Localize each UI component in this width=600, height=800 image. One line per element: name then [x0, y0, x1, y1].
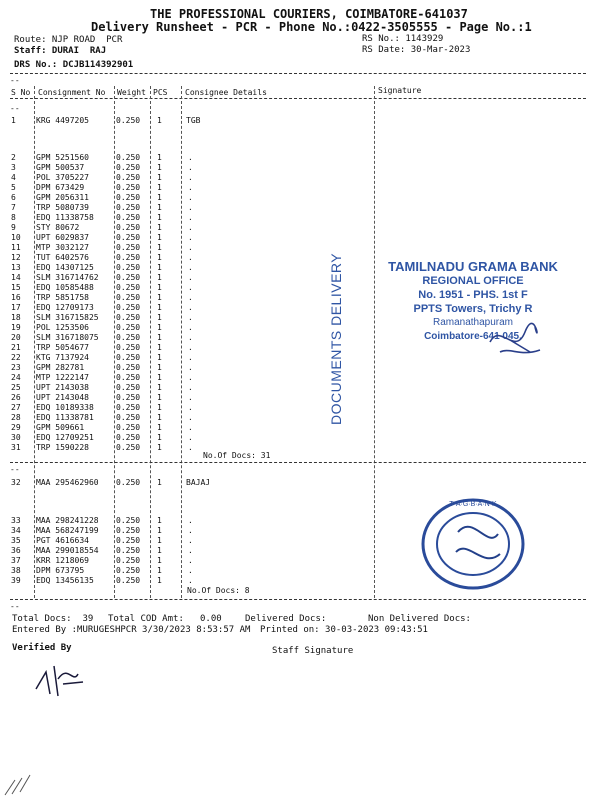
- row-consignment: EDQ 11338781: [36, 413, 94, 422]
- row-weight: 0.250: [116, 253, 141, 262]
- row-pcs: 1: [157, 413, 162, 422]
- row-sno: 29: [11, 423, 21, 432]
- row-consignment: SLM 316714762: [36, 273, 99, 282]
- row-pcs: 1: [157, 546, 162, 555]
- margin-annotation: [0, 760, 40, 800]
- company-title: THE PROFESSIONAL COURIERS, COIMBATORE-641037: [150, 7, 468, 21]
- documents-delivery-stamp: DOCUMENTS DELIVERY: [328, 252, 344, 425]
- row-sno: 26: [11, 393, 21, 402]
- row-consignment: MAA 299018554: [36, 546, 99, 555]
- row-weight: 0.250: [116, 516, 141, 525]
- row-pcs: 1: [157, 433, 162, 442]
- row-pcs: 1: [157, 383, 162, 392]
- row-consignee: .: [188, 443, 193, 452]
- group1-doc-count: No.Of Docs: 31: [203, 451, 271, 460]
- row-sno: 21: [11, 343, 21, 352]
- header-divider: [10, 73, 586, 74]
- row-consignee: .: [188, 413, 193, 422]
- row-consignment: KRG 4497205: [36, 116, 89, 125]
- col-separator: [150, 86, 151, 598]
- row-sno: 10: [11, 233, 21, 242]
- row-sno: 19: [11, 323, 21, 332]
- row-sno: 13: [11, 263, 21, 272]
- row-sno: 36: [11, 546, 21, 555]
- row-sno: 2: [11, 153, 16, 162]
- runsheet-title: Delivery Runsheet - PCR - Phone No.:0422-3505555 - Page No.:1: [91, 20, 532, 34]
- row-sno: 5: [11, 183, 16, 192]
- row-sno: 23: [11, 363, 21, 372]
- row-consignment: EDQ 12709251: [36, 433, 94, 442]
- col-pcs: PCS: [153, 88, 168, 97]
- row-consignment: EDQ 14307125: [36, 263, 94, 272]
- total-docs: Total Docs: 39: [12, 614, 94, 624]
- row-consignment: TRP 5851758: [36, 293, 89, 302]
- row-weight: 0.250: [116, 173, 141, 182]
- row-weight: 0.250: [116, 413, 141, 422]
- row-weight: 0.250: [116, 163, 141, 172]
- delivered-docs: Delivered Docs:: [245, 614, 327, 624]
- row-consignment: SLM 316718075: [36, 333, 99, 342]
- dash-mark: --: [10, 104, 20, 113]
- row-consignee: .: [188, 223, 193, 232]
- row-consignment: EDQ 12709173: [36, 303, 94, 312]
- row-pcs: 1: [157, 223, 162, 232]
- row-sno: 31: [11, 443, 21, 452]
- row-weight: 0.250: [116, 556, 141, 565]
- row-sno: 16: [11, 293, 21, 302]
- row-sno: 7: [11, 203, 16, 212]
- row-weight: 0.250: [116, 273, 141, 282]
- row-weight: 0.250: [116, 213, 141, 222]
- row-sno: 18: [11, 313, 21, 322]
- non-delivered-docs: Non Delivered Docs:: [368, 614, 471, 624]
- row-consignment: GPM 509661: [36, 423, 85, 432]
- row-weight: 0.250: [116, 233, 141, 242]
- row-consignee: .: [188, 383, 193, 392]
- row-pcs: 1: [157, 273, 162, 282]
- row-consignee: .: [188, 373, 193, 382]
- row-consignment: POL 3705227: [36, 173, 89, 182]
- stamp-line: Ramanathapuram: [432, 317, 514, 328]
- row-consignment: MAA 295462960: [36, 478, 99, 487]
- rs-date: RS Date: 30-Mar-2023: [362, 45, 471, 55]
- row-consignment: MTP 3032127: [36, 243, 89, 252]
- printed-on: Printed on: 30-03-2023 09:43:51: [260, 625, 428, 635]
- row-pcs: 1: [157, 183, 162, 192]
- row-consignee: .: [188, 363, 193, 372]
- row-sno: 32: [11, 478, 21, 487]
- col-separator: [114, 86, 115, 598]
- row-sno: 9: [11, 223, 16, 232]
- row-consignee: .: [188, 203, 193, 212]
- row-sno: 35: [11, 536, 21, 545]
- row-pcs: 1: [157, 353, 162, 362]
- row-consignment: TRP 5080739: [36, 203, 89, 212]
- row-sno: 37: [11, 556, 21, 565]
- row-pcs: 1: [157, 343, 162, 352]
- row-weight: 0.250: [116, 443, 141, 452]
- row-pcs: 1: [157, 193, 162, 202]
- row-sno: 38: [11, 566, 21, 575]
- dash-mark: --: [10, 465, 20, 474]
- row-sno: 25: [11, 383, 21, 392]
- row-sno: 34: [11, 526, 21, 535]
- row-pcs: 1: [157, 566, 162, 575]
- row-consignee: .: [188, 576, 193, 585]
- row-pcs: 1: [157, 303, 162, 312]
- row-weight: 0.250: [116, 333, 141, 342]
- row-sno: 28: [11, 413, 21, 422]
- row-pcs: 1: [157, 333, 162, 342]
- row-consignee: TGB: [186, 116, 201, 125]
- row-weight: 0.250: [116, 293, 141, 302]
- row-consignee: .: [188, 516, 193, 525]
- row-weight: 0.250: [116, 183, 141, 192]
- row-weight: 0.250: [116, 478, 141, 487]
- verified-by-label: Verified By: [12, 643, 72, 653]
- row-pcs: 1: [157, 233, 162, 242]
- row-weight: 0.250: [116, 263, 141, 272]
- row-sno: 4: [11, 173, 16, 182]
- row-weight: 0.250: [116, 203, 141, 212]
- row-weight: 0.250: [116, 383, 141, 392]
- row-consignment: GPM 282781: [36, 363, 85, 372]
- svg-text:T·A·G·B·A·N·K: T·A·G·B·A·N·K: [449, 501, 497, 508]
- row-pcs: 1: [157, 576, 162, 585]
- row-weight: 0.250: [116, 373, 141, 382]
- row-weight: 0.250: [116, 303, 141, 312]
- row-pcs: 1: [157, 536, 162, 545]
- entered-by: Entered By :MURUGESHPCR 3/30/2023 8:53:57 AM: [12, 625, 251, 635]
- row-sno: 8: [11, 213, 16, 222]
- row-weight: 0.250: [116, 433, 141, 442]
- col-consignee: Consignee Details: [185, 88, 267, 97]
- col-consignment: Consignment No: [38, 88, 106, 97]
- row-consignee: .: [188, 313, 193, 322]
- row-consignee: .: [188, 333, 193, 342]
- row-consignment: UPT 2143038: [36, 383, 89, 392]
- rs-number: RS No.: 1143929: [362, 34, 444, 44]
- row-consignee: .: [188, 233, 193, 242]
- row-consignee: .: [188, 163, 193, 172]
- row-consignment: DPM 673795: [36, 566, 85, 575]
- row-pcs: 1: [157, 403, 162, 412]
- row-sno: 3: [11, 163, 16, 172]
- row-consignee: .: [188, 153, 193, 162]
- row-pcs: 1: [157, 213, 162, 222]
- row-pcs: 1: [157, 293, 162, 302]
- row-consignee: .: [188, 283, 193, 292]
- dash-mark: --: [10, 602, 20, 611]
- row-consignee: .: [188, 433, 193, 442]
- row-pcs: 1: [157, 556, 162, 565]
- row-consignee: .: [188, 556, 193, 565]
- group1-divider: [10, 462, 586, 463]
- row-consignee: .: [188, 423, 193, 432]
- row-consignee: .: [188, 273, 193, 282]
- row-consignee: .: [188, 293, 193, 302]
- row-consignee: .: [188, 303, 193, 312]
- row-sno: 30: [11, 433, 21, 442]
- row-weight: 0.250: [116, 116, 141, 125]
- row-pcs: 1: [157, 323, 162, 332]
- col-separator: [34, 86, 35, 598]
- row-consignment: TRP 1590228: [36, 443, 89, 452]
- row-sno: 17: [11, 303, 21, 312]
- row-weight: 0.250: [116, 566, 141, 575]
- table-header-divider: [10, 98, 586, 99]
- row-pcs: 1: [157, 263, 162, 272]
- row-pcs: 1: [157, 516, 162, 525]
- row-consignment: MTP 1222147: [36, 373, 89, 382]
- row-consignment: EDQ 13456135: [36, 576, 94, 585]
- row-pcs: 1: [157, 393, 162, 402]
- row-pcs: 1: [157, 163, 162, 172]
- row-pcs: 1: [157, 203, 162, 212]
- signature-scribble: [480, 312, 550, 362]
- stamp-line: No. 1951 - PHS. 1st F: [418, 289, 528, 301]
- row-pcs: 1: [157, 373, 162, 382]
- row-consignment: GPM 2056311: [36, 193, 89, 202]
- staff-signature-label: Staff Signature: [272, 646, 354, 656]
- row-consignee: .: [188, 243, 193, 252]
- row-consignment: GPM 500537: [36, 163, 85, 172]
- row-consignee: BAJAJ: [186, 478, 211, 487]
- row-weight: 0.250: [116, 423, 141, 432]
- row-consignee: .: [188, 343, 193, 352]
- row-consignment: EDQ 10585488: [36, 283, 94, 292]
- row-consignment: STY 80672: [36, 223, 80, 232]
- total-cod-label: Total COD Amt:: [108, 614, 184, 624]
- dash-mark: --: [10, 76, 20, 85]
- row-consignee: .: [188, 183, 193, 192]
- row-consignment: GPM 5251560: [36, 153, 89, 162]
- row-pcs: 1: [157, 423, 162, 432]
- row-sno: 1: [11, 116, 16, 125]
- row-sno: 15: [11, 283, 21, 292]
- row-consignee: .: [188, 253, 193, 262]
- row-sno: 11: [11, 243, 21, 252]
- row-pcs: 1: [157, 443, 162, 452]
- row-consignment: EDQ 10189338: [36, 403, 94, 412]
- row-consignee: .: [188, 263, 193, 272]
- row-pcs: 1: [157, 478, 162, 487]
- round-seal-stamp: [418, 494, 528, 594]
- row-consignee: .: [188, 323, 193, 332]
- row-consignment: PGT 4616634: [36, 536, 89, 545]
- row-pcs: 1: [157, 313, 162, 322]
- row-pcs: 1: [157, 173, 162, 182]
- row-weight: 0.250: [116, 193, 141, 202]
- row-weight: 0.250: [116, 576, 141, 585]
- stamp-line: REGIONAL OFFICE: [422, 275, 524, 287]
- row-pcs: 1: [157, 283, 162, 292]
- row-consignment: MAA 298241228: [36, 516, 99, 525]
- row-weight: 0.250: [116, 363, 141, 372]
- route-label: Route: NJP ROAD PCR: [14, 35, 123, 45]
- row-weight: 0.250: [116, 323, 141, 332]
- row-consignment: SLM 316715825: [36, 313, 99, 322]
- row-weight: 0.250: [116, 243, 141, 252]
- row-consignee: .: [188, 193, 193, 202]
- row-pcs: 1: [157, 153, 162, 162]
- row-sno: 24: [11, 373, 21, 382]
- col-sno: S No: [11, 88, 31, 97]
- row-weight: 0.250: [116, 223, 141, 232]
- row-consignee: .: [188, 526, 193, 535]
- row-weight: 0.250: [116, 153, 141, 162]
- row-consignment: MAA 568247199: [36, 526, 99, 535]
- row-consignee: .: [188, 393, 193, 402]
- row-pcs: 1: [157, 526, 162, 535]
- row-sno: 6: [11, 193, 16, 202]
- stamp-line: PPTS Towers, Trichy R: [413, 303, 533, 315]
- row-sno: 39: [11, 576, 21, 585]
- row-pcs: 1: [157, 253, 162, 262]
- row-sno: 14: [11, 273, 21, 282]
- row-consignment: TRP 5054677: [36, 343, 89, 352]
- row-consignment: POL 1253506: [36, 323, 89, 332]
- row-pcs: 1: [157, 116, 162, 125]
- row-weight: 0.250: [116, 546, 141, 555]
- row-weight: 0.250: [116, 313, 141, 322]
- row-consignment: KRR 1218069: [36, 556, 89, 565]
- row-sno: 27: [11, 403, 21, 412]
- row-weight: 0.250: [116, 343, 141, 352]
- total-cod-value: 0.00: [200, 614, 222, 624]
- group2-doc-count: No.Of Docs: 8: [187, 586, 250, 595]
- row-pcs: 1: [157, 363, 162, 372]
- row-consignee: .: [188, 566, 193, 575]
- stamp-line: TAMILNADU GRAMA BANK: [388, 259, 558, 274]
- row-consignment: DPM 673429: [36, 183, 85, 192]
- row-consignee: .: [188, 213, 193, 222]
- row-weight: 0.250: [116, 393, 141, 402]
- row-consignment: TUT 6402576: [36, 253, 89, 262]
- row-sno: 33: [11, 516, 21, 525]
- row-consignee: .: [188, 403, 193, 412]
- row-weight: 0.250: [116, 526, 141, 535]
- staff-label: Staff: DURAI RAJ: [14, 46, 107, 56]
- stamp-line: Coimbatore-641 045.: [424, 331, 522, 342]
- col-separator: [181, 86, 182, 598]
- row-sno: 20: [11, 333, 21, 342]
- drs-number: DRS No.: DCJB114392901: [14, 60, 134, 70]
- row-consignee: .: [188, 546, 193, 555]
- row-consignee: .: [188, 353, 193, 362]
- row-consignment: EDQ 11338758: [36, 213, 94, 222]
- col-signature: Signature: [378, 86, 422, 95]
- col-weight: Weight: [117, 88, 146, 97]
- row-sno: 22: [11, 353, 21, 362]
- row-consignee: .: [188, 173, 193, 182]
- row-weight: 0.250: [116, 283, 141, 292]
- verified-signature: [28, 654, 88, 704]
- row-consignment: KTG 7137924: [36, 353, 89, 362]
- row-pcs: 1: [157, 243, 162, 252]
- group2-divider: [10, 599, 586, 600]
- row-consignee: .: [188, 536, 193, 545]
- row-weight: 0.250: [116, 536, 141, 545]
- row-weight: 0.250: [116, 403, 141, 412]
- row-consignment: UPT 2143048: [36, 393, 89, 402]
- row-sno: 12: [11, 253, 21, 262]
- row-consignment: UPT 6029837: [36, 233, 89, 242]
- col-separator: [374, 86, 375, 598]
- row-weight: 0.250: [116, 353, 141, 362]
